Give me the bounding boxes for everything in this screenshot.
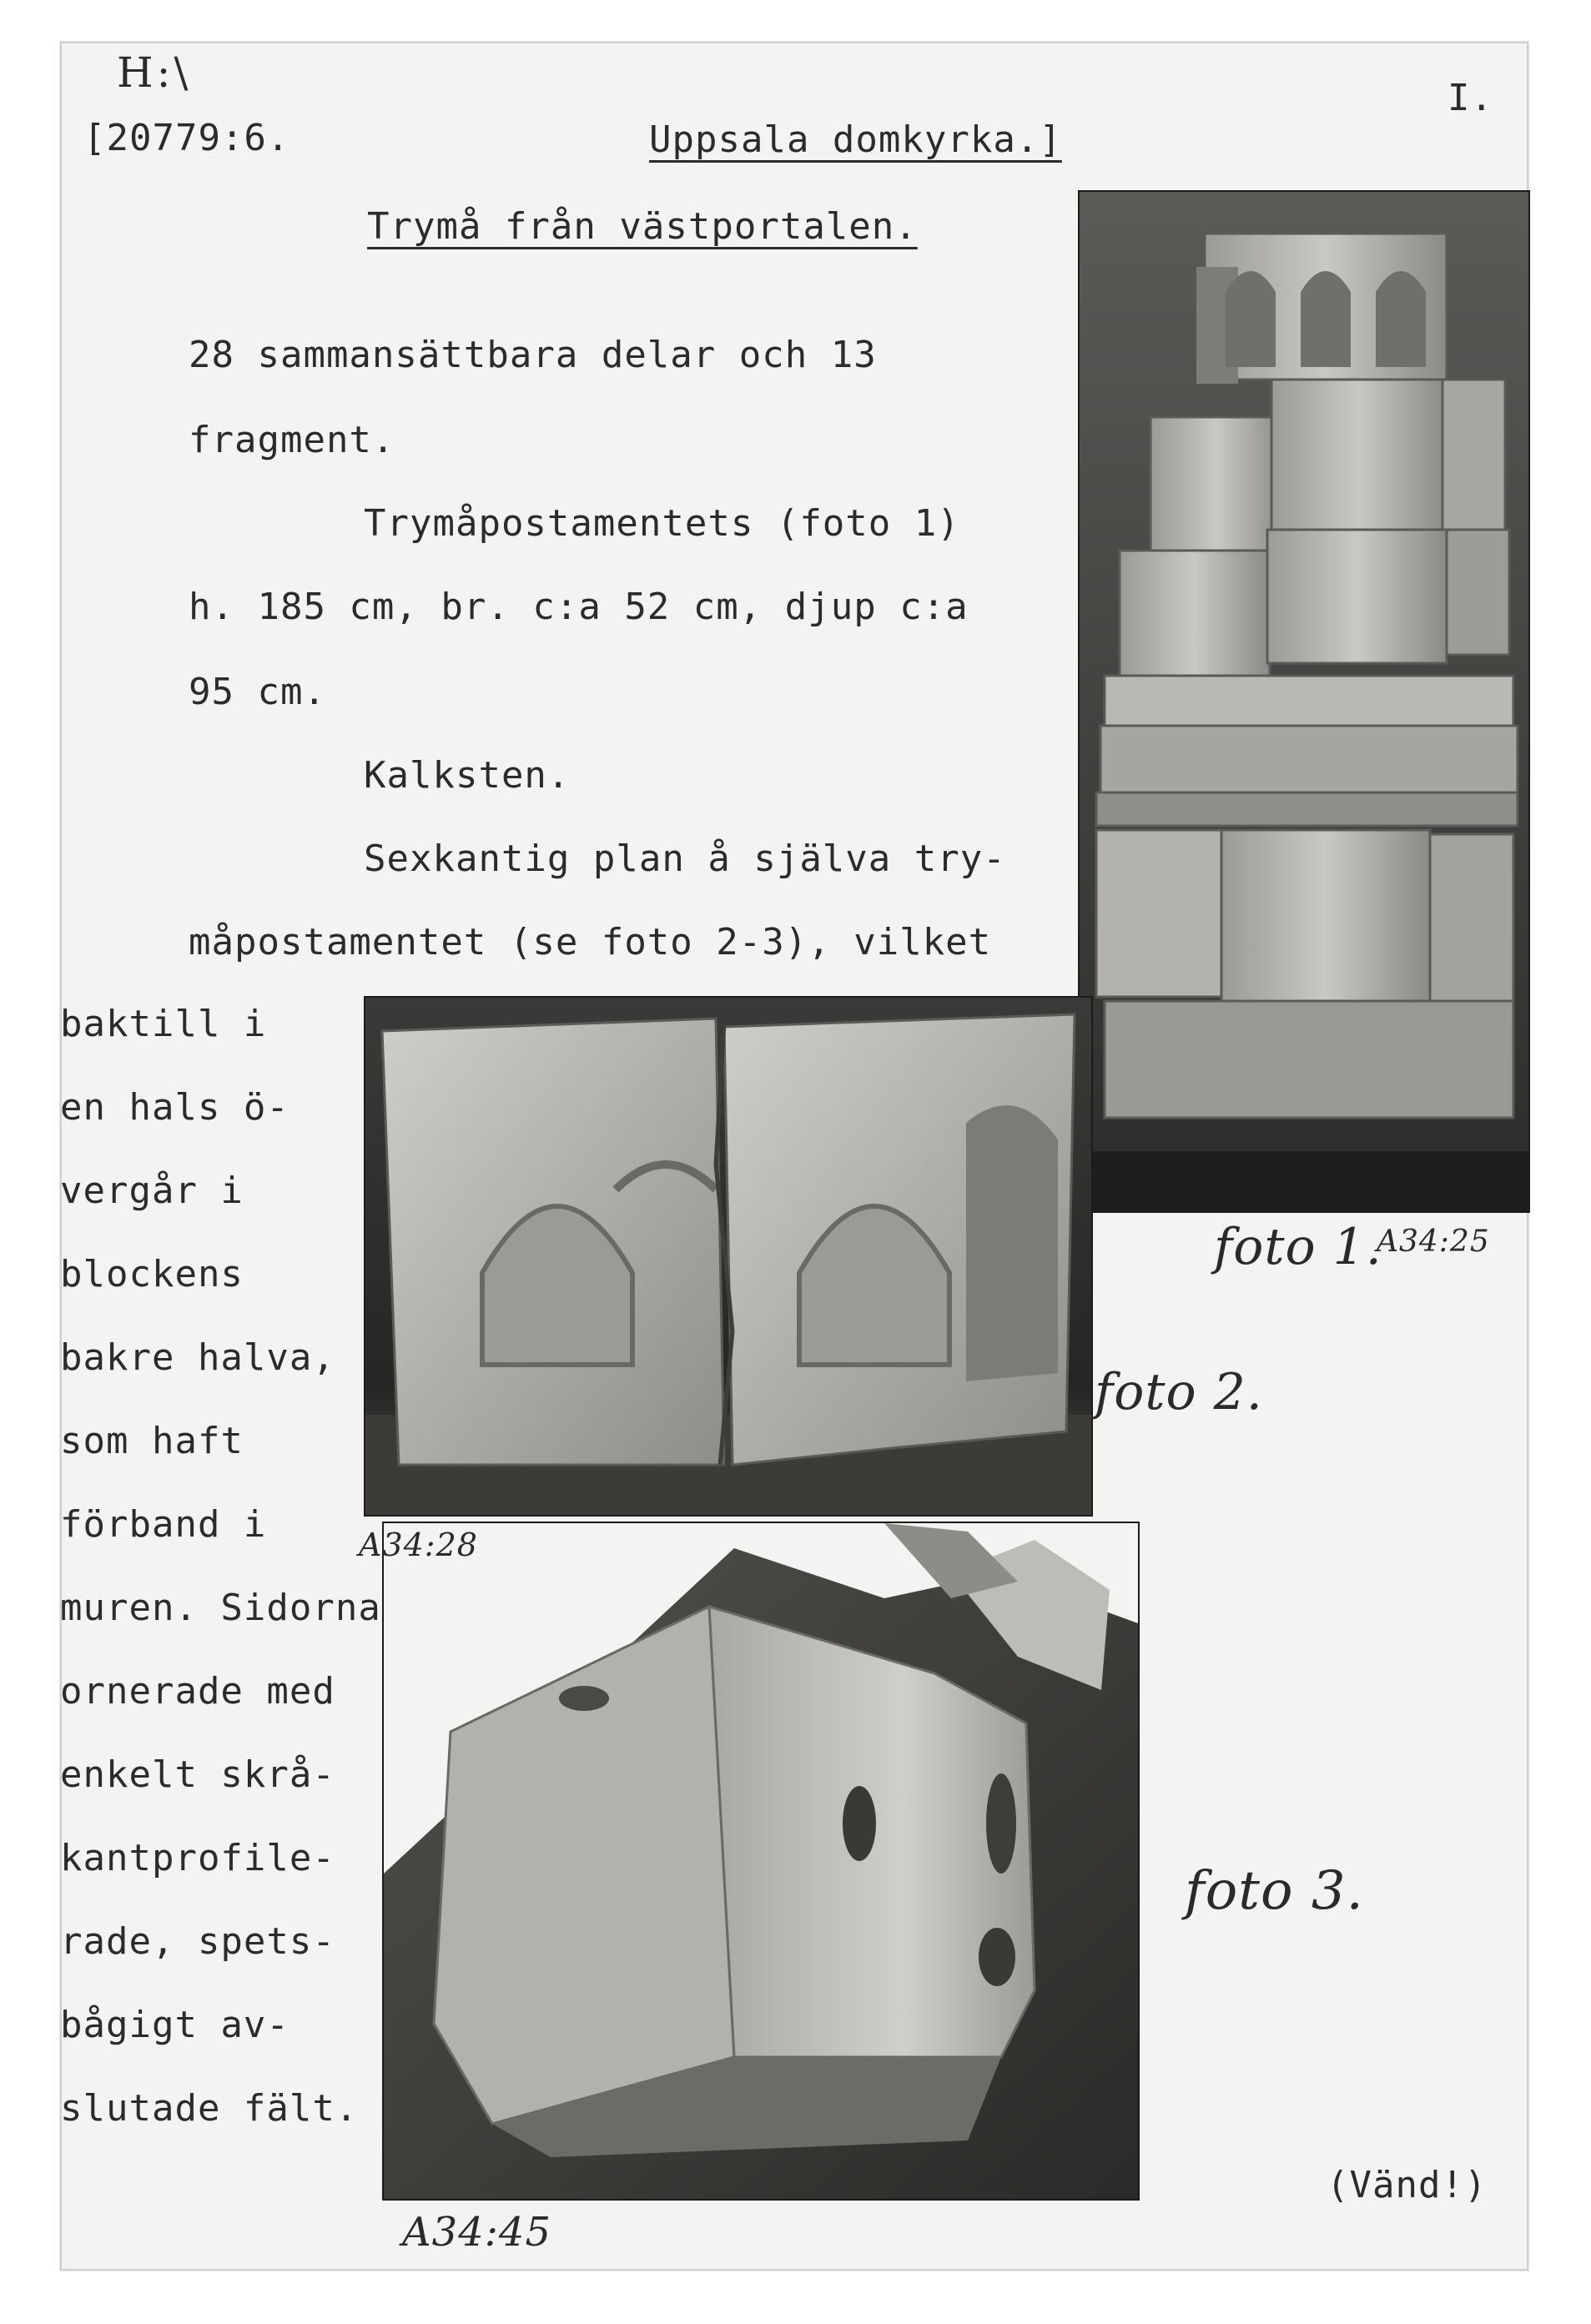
body-line: 95 cm. bbox=[189, 671, 326, 713]
left-line: förband i bbox=[60, 1503, 267, 1546]
left-line: blockens bbox=[60, 1253, 244, 1295]
photo-3 bbox=[382, 1522, 1140, 2201]
left-line: som haft bbox=[60, 1420, 244, 1462]
caption-foto-3-ref: A34:45 bbox=[402, 2209, 551, 2256]
page-number: I. bbox=[1448, 77, 1493, 119]
left-line: rade, spets- bbox=[60, 1920, 335, 1963]
fragment-block-image bbox=[384, 1523, 1138, 2199]
carved-block-image bbox=[365, 998, 1091, 1515]
left-line: bakre halva, bbox=[60, 1336, 335, 1379]
body-line: Sexkantig plan å själva try- bbox=[364, 838, 1006, 880]
caption-foto-1: foto 1. bbox=[1214, 1218, 1382, 1276]
turn-note: (Vänd!) bbox=[1327, 2164, 1488, 2206]
caption-foto-2: foto 2. bbox=[1095, 1363, 1263, 1421]
caption-foto-3: foto 3. bbox=[1185, 1860, 1364, 1922]
body-line: Kalksten. bbox=[364, 754, 571, 797]
left-line: slutade fält. bbox=[60, 2087, 359, 2130]
body-line: h. 185 cm, br. c:a 52 cm, djup c:a bbox=[189, 586, 969, 628]
left-line: baktill i bbox=[60, 1003, 267, 1045]
left-line: en hals ö- bbox=[60, 1086, 290, 1129]
photo-1 bbox=[1078, 190, 1530, 1213]
left-line: muren. Sidorna bbox=[60, 1587, 381, 1629]
card-subtitle: Trymå från västportalen. bbox=[367, 205, 918, 248]
body-line: fragment. bbox=[189, 419, 395, 461]
left-line: enkelt skrå- bbox=[60, 1753, 335, 1796]
body-line: måpostamentet (se foto 2-3), vilket bbox=[189, 921, 992, 963]
left-line: vergår i bbox=[60, 1170, 244, 1212]
handwritten-mark: H:\ bbox=[117, 48, 192, 97]
photo-2 bbox=[364, 996, 1093, 1517]
left-line: bågigt av- bbox=[60, 2004, 290, 2046]
body-line: Trymåpostamentets (foto 1) bbox=[364, 502, 960, 545]
inventory-number: [20779:6. bbox=[83, 117, 290, 159]
caption-foto-2-ref: A34:28 bbox=[359, 1527, 478, 1563]
body-line: 28 sammansättbara delar och 13 bbox=[189, 334, 877, 376]
left-line: ornerade med bbox=[60, 1670, 335, 1713]
stone-pedestal-image bbox=[1080, 192, 1528, 1211]
left-line: kantprofile- bbox=[60, 1837, 335, 1879]
card-title: Uppsala domkyrka.] bbox=[649, 118, 1062, 161]
caption-foto-1-ref: A34:25 bbox=[1377, 1225, 1490, 1259]
